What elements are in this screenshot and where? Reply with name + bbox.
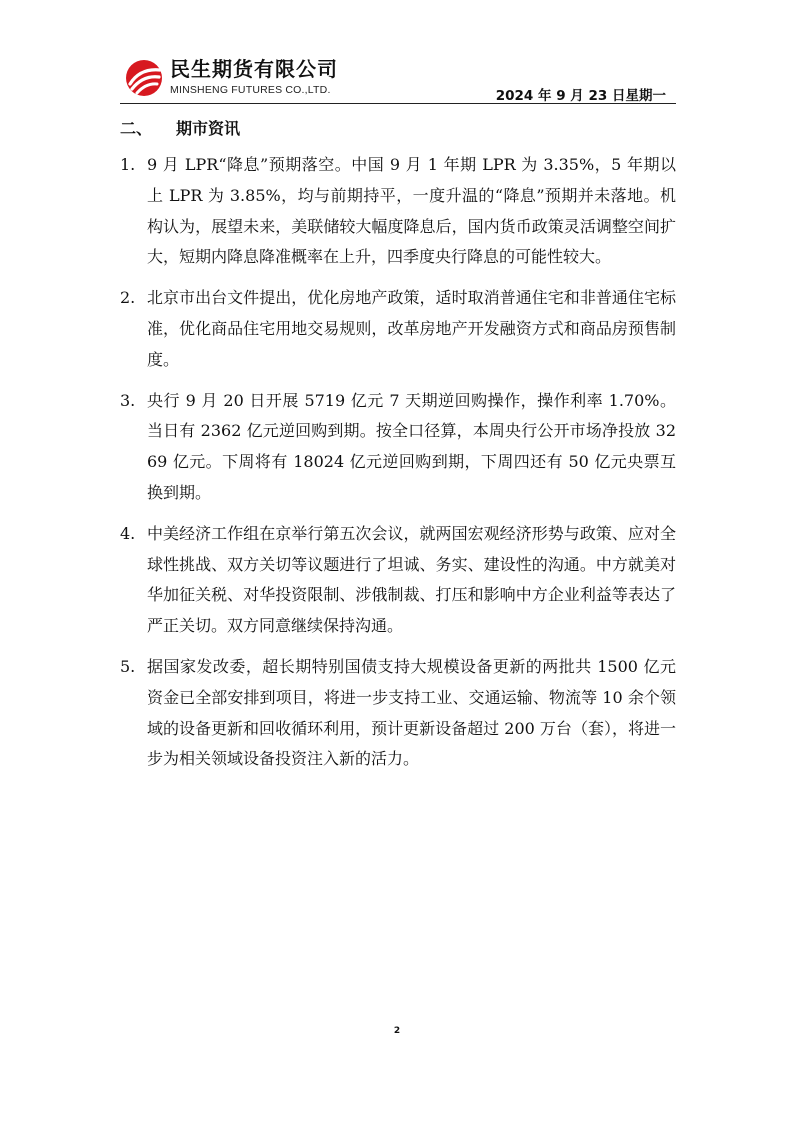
page-number: 2 [393, 1026, 401, 1036]
news-item-text: 北京市出台文件提出，优化房地产政策，适时取消普通住宅和非普通住宅标准，优化商品住宅用地交易规则，改革房地产开发融资方式和商品房预售制度。 [147, 288, 676, 369]
section-number: 二、 [120, 119, 153, 138]
report-date: 2024 年 9 月 23 日星期一 [495, 88, 666, 104]
news-item [120, 652, 676, 775]
news-item [120, 283, 676, 375]
news-item [120, 519, 676, 642]
header-divider [120, 103, 676, 104]
news-item [120, 386, 676, 509]
news-item-number: 3. [120, 390, 136, 410]
news-item-text: 央行 9 月 20 日开展 5719 亿元 7 天期逆回购操作，操作利率 1.70%。当日有 2362 亿元逆回购到期。按全口径算，本周央行公开市场净投放 3269 亿元。下周将有 18024 亿元逆回购到期，下周四还有 50 亿元央票互换到期。 [147, 390, 676, 502]
news-item-text: 据国家发改委，超长期特别国债支持大规模设备更新的两批共 1500 亿元资金已全部安排到项目，将进一步支持工业、交通运输、物流等 10 余个领域的设备更新和回收循环利用，预计更新设备超过 200 万台（套），将进一步为相关领域设备投资注入新的活力。 [147, 656, 676, 769]
section-heading [120, 116, 240, 139]
news-item-number: 5. [120, 656, 136, 676]
news-item-text: 中美经济工作组在京举行第五次会议，就两国宏观经济形势与政策、应对全球性挑战、双方关切等议题进行了坦诚、务实、建设性的沟通。中方就美对华加征关税、对华投资限制、涉俄制裁、打压和影响中方企业利益等表达了严正关切。双方同意继续保持沟通。 [147, 523, 676, 636]
news-list [120, 150, 676, 785]
news-item-number: 2. [120, 288, 136, 308]
minsheng-logo-icon [124, 58, 164, 98]
news-item [120, 150, 676, 273]
news-item-text: 9 月 LPR“降息”预期落空。中国 9 月 1 年期 LPR 为 3.35%，5 年期以上 LPR 为 3.85%，均与前期持平，一度升温的“降息”预期并未落地。机构认为，展望未来，美联储较大幅度降息后，国内货币政策灵活调整空间扩大，短期内降息降准概率在上升，四季度央行降息的可能性较大。 [147, 155, 676, 267]
company-logo [124, 54, 364, 100]
section-title: 期市资讯 [176, 119, 241, 138]
news-item-number: 4. [120, 523, 136, 543]
news-item-number: 1. [120, 155, 136, 174]
logo-chinese-name: 民生期货有限公司 [170, 57, 338, 81]
logo-english-name: MINSHENG FUTURES CO.,LTD. [170, 84, 331, 96]
page-header [120, 54, 676, 104]
